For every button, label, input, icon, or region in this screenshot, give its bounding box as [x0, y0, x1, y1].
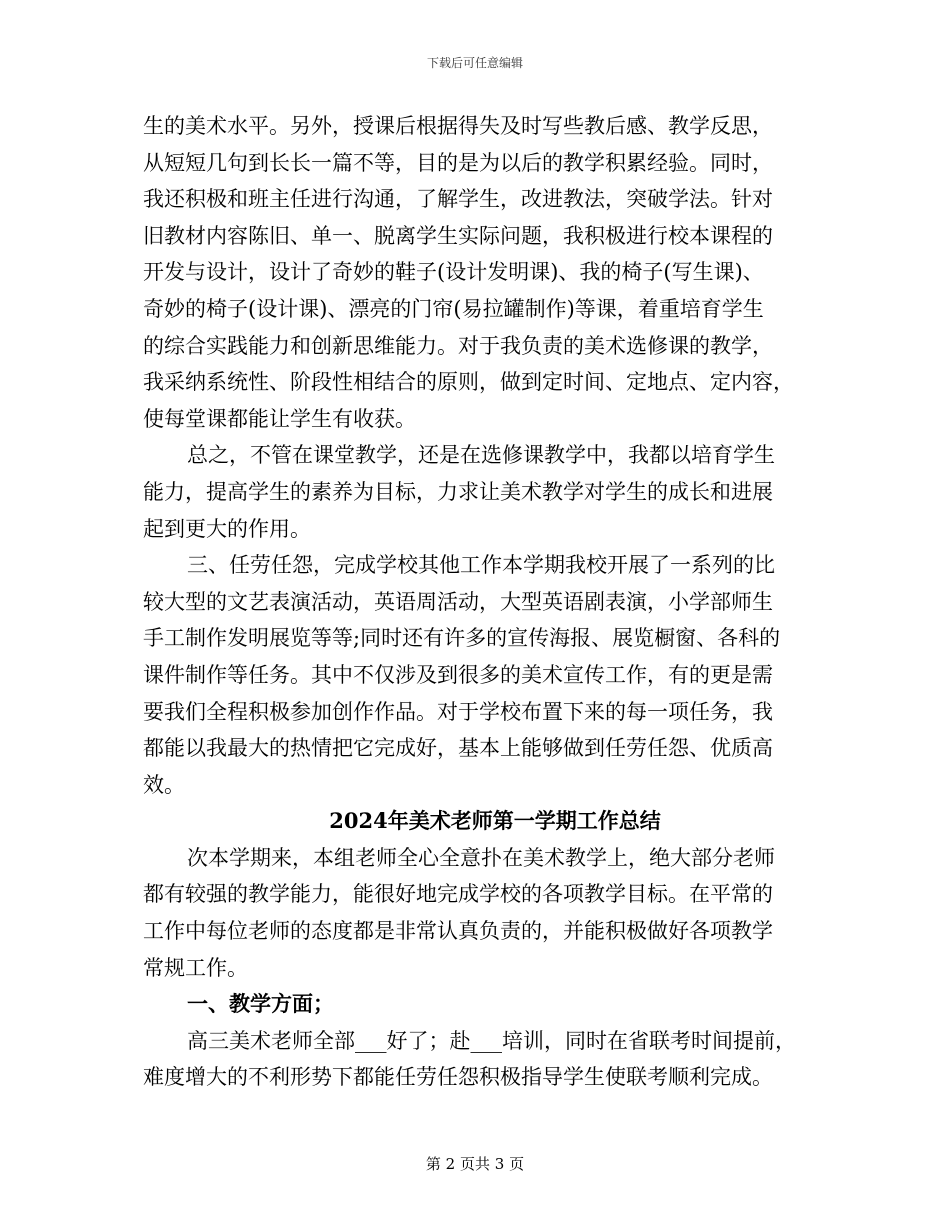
page-header-note: 下载后可任意编辑: [426, 56, 523, 70]
body-line: 工作中每位老师的态度都是非常认真负责的，并能积极做好各项教学: [143, 919, 773, 944]
paragraph-start-line: 总之，不管在课堂教学，还是在选修课教学中，我都以培育学生: [187, 443, 775, 468]
paragraph-start-line: 高三美术老师全部___好了；赴___培训，同时在省联考时间提前，: [187, 1028, 796, 1053]
page-number: 第 2 页共 3 页: [425, 1155, 525, 1173]
body-line: 的综合实践能力和创新思维能力。对于我负责的美术选修课的教学，: [143, 333, 773, 358]
paragraph-start-line: 三、任劳任怨，完成学校其他工作本学期我校开展了一系列的比: [187, 553, 775, 578]
body-line: 奇妙的椅子(设计课)、漂亮的门帘(易拉罐制作)等课，着重培育学生: [143, 296, 764, 321]
document-body: [143, 108, 807, 1096]
body-line: 课件制作等任务。其中不仅涉及到很多的美术宣传工作，有的更是需: [143, 662, 773, 687]
body-line: 使每堂课都能让学生有收获。: [143, 406, 416, 431]
body-line: 较大型的文艺表演活动，英语周活动，大型英语剧表演，小学部师生: [143, 589, 773, 614]
body-line: 开发与设计，设计了奇妙的鞋子(设计发明课)、我的椅子(写生课)、: [143, 260, 764, 285]
body-line: 都能以我最大的热情把它完成好，基本上能够做到任劳任怨、优质高: [143, 736, 773, 761]
section-title: 2024年美术老师第一学期工作总结: [329, 808, 661, 834]
body-line: 旧教材内容陈旧、单一、脱离学生实际问题，我积极进行校本课程的: [143, 223, 773, 248]
body-line: 手工制作发明展览等等;同时还有许多的宣传海报、展览橱窗、各科的: [143, 626, 781, 651]
body-line: 能力，提高学生的素养为目标，力求让美术教学对学生的成长和进展: [143, 479, 773, 504]
body-line: 效。: [143, 772, 185, 797]
body-line: 生的美术水平。另外，授课后根据得失及时写些教后感、教学反思，: [143, 114, 773, 138]
body-line: 要我们全程积极参加创作作品。对于学校布置下来的每一项任务，我: [143, 699, 773, 724]
body-line: 我采纳系统性、阶段性相结合的原则，做到定时间、定地点、定内容，: [143, 370, 794, 395]
body-line: 常规工作。: [143, 955, 248, 980]
body-line: 难度增大的不利形势下都能任劳任怨积极指导学生使联考顺利完成。: [143, 1065, 773, 1090]
body-line: 从短短几句到长长一篇不等，目的是为以后的教学积累经验。同时，: [143, 150, 773, 175]
body-line: 起到更大的作用。: [143, 516, 311, 541]
paragraph-start-line: 次本学期来，本组老师全心全意扑在美术教学上，绝大部分老师: [187, 845, 775, 870]
body-line: 都有较强的教学能力，能很好地完成学校的各项教学目标。在平常的: [143, 882, 773, 907]
body-line: 我还积极和班主任进行沟通，了解学生，改进教法，突破学法。针对: [143, 187, 773, 212]
subsection-heading: 一、教学方面；: [187, 991, 334, 1017]
